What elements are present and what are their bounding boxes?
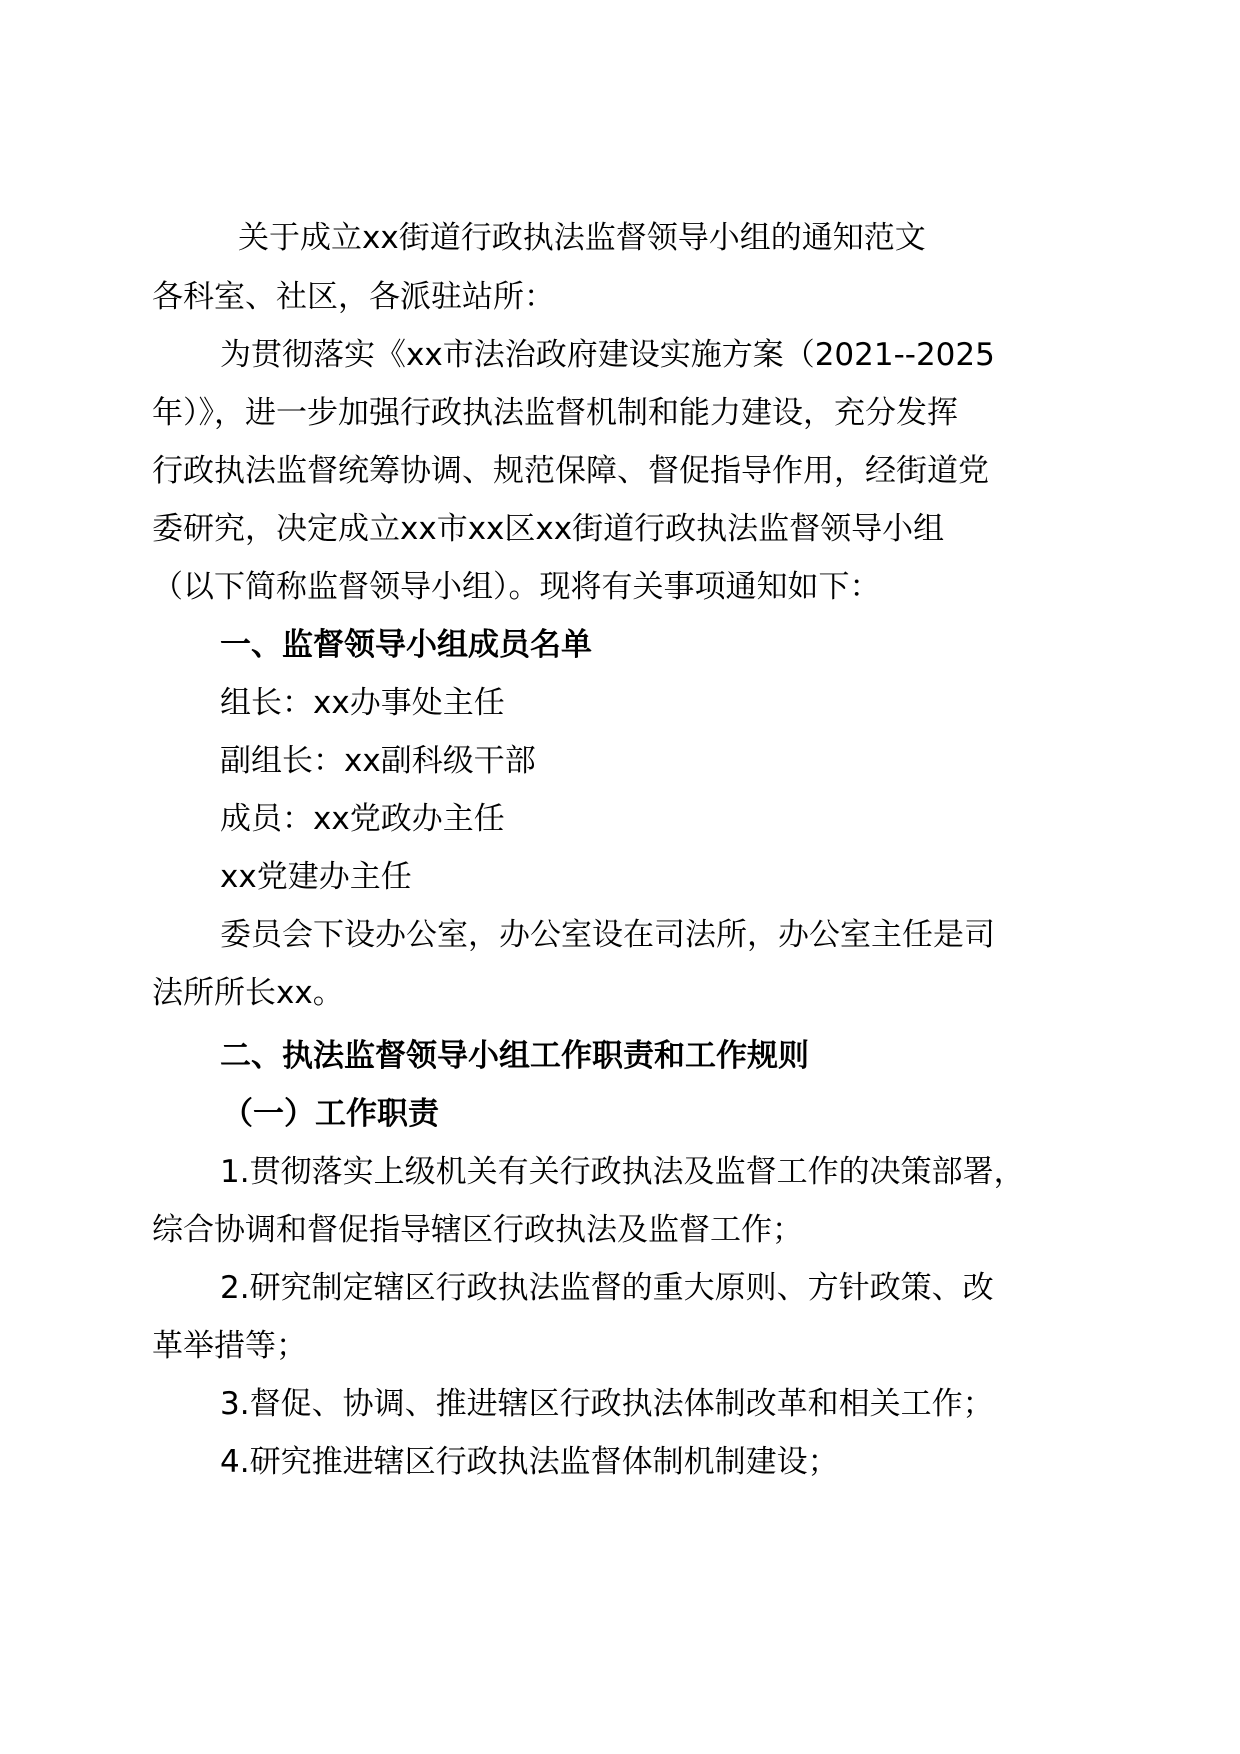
section-heading-duties: 二、执法监督领导小组工作职责和工作规则 — [220, 1038, 809, 1074]
member-line: 成员：xx党政办主任 — [220, 801, 505, 837]
duty-line: 2.研究制定辖区行政执法监督的重大原则、方针政策、改 — [220, 1270, 994, 1306]
section-heading-members: 一、监督领导小组成员名单 — [220, 627, 592, 663]
duty-line: 1.贯彻落实上级机关有关行政执法及监督工作的决策部署， — [220, 1154, 1025, 1190]
member-line: xx党建办主任 — [220, 859, 412, 895]
subheading-duties: （一）工作职责 — [222, 1096, 439, 1132]
duty-line: 革举措等； — [152, 1328, 307, 1364]
intro-line: 行政执法监督统筹协调、规范保障、督促指导作用，经街道党 — [152, 453, 989, 489]
member-line: 副组长：xx副科级干部 — [220, 743, 536, 779]
duty-line: 综合协调和督促指导辖区行政执法及监督工作； — [152, 1212, 803, 1248]
intro-line: 为贯彻落实《xx市法治政府建设实施方案（2021--2025 — [220, 337, 995, 373]
intro-line: 年）》，进一步加强行政执法监督机制和能力建设，充分发挥 — [152, 395, 958, 431]
intro-line: （以下简称监督领导小组）。现将有关事项通知如下： — [152, 569, 881, 605]
duty-line: 4.研究推进辖区行政执法监督体制机制建设； — [220, 1444, 839, 1480]
office-line: 法所所长xx。 — [152, 975, 344, 1011]
document-title: 关于成立xx街道行政执法监督领导小组的通知范文 — [238, 220, 926, 256]
member-line: 组长：xx办事处主任 — [220, 685, 505, 721]
duty-line: 3.督促、协调、推进辖区行政执法体制改革和相关工作； — [220, 1386, 994, 1422]
salutation: 各科室、社区，各派驻站所： — [152, 279, 555, 315]
intro-line: 委研究，决定成立xx市xx区xx街道行政执法监督领导小组 — [152, 511, 945, 547]
office-line: 委员会下设办公室，办公室设在司法所，办公室主任是司 — [220, 917, 995, 953]
